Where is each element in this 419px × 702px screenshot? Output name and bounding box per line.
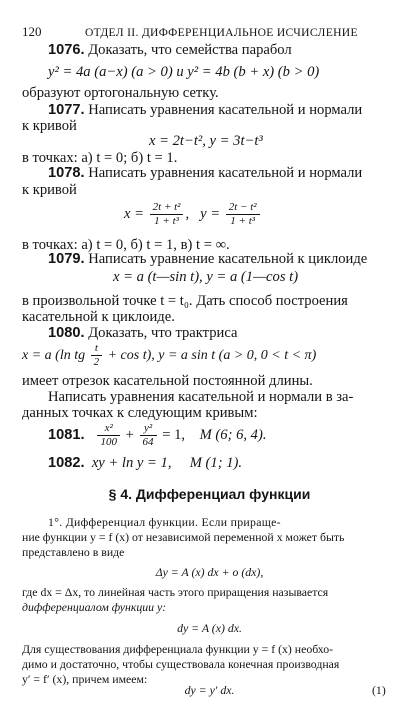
x-denominator: 1 + t³	[154, 215, 179, 228]
fraction-denominator: 64	[142, 436, 154, 449]
point-m: M (6; 6, 4).	[199, 427, 267, 443]
formula-1076: y² = 4a (a−x) (a > 0) и y² = 4b (b + x) (b > 0)	[48, 64, 320, 80]
problem-1076	[48, 41, 292, 59]
section-para1-line3: представлено в виде	[22, 545, 125, 559]
section-para2-line2: дифференциалом функции y:	[22, 600, 167, 614]
equation-rhs: = 1,	[162, 427, 186, 443]
formula-1078	[124, 199, 262, 229]
problem-1078-line2: к кривой	[22, 182, 77, 198]
fraction-denominator: 2	[93, 356, 100, 369]
problem-text: Доказать, что трактриса	[88, 325, 238, 341]
section-title: § 4. Дифференциал функции	[108, 486, 311, 502]
problem-text: Написать уравнения касательной и нормали	[88, 165, 363, 181]
formula-1082: xy + ln y = 1,	[91, 455, 172, 471]
problem-number: 1078.	[48, 165, 85, 181]
problem-number: 1080.	[48, 325, 85, 341]
x-lhs: x =	[124, 206, 144, 222]
exercise-intro-line1: Написать уравнения касательной и нормали в за-	[48, 389, 354, 405]
section-para2-line1: где dx = Δx, то линейная часть этого приращения называется	[22, 585, 329, 599]
exercise-intro-line2: данных точках к следующим кривым:	[22, 405, 258, 421]
problem-1077-line2: к кривой	[22, 118, 77, 134]
problem-1077	[48, 101, 362, 119]
problem-number: 1079.	[48, 251, 85, 267]
problem-1082	[48, 454, 242, 472]
problem-1078-points: в точках: а) t = 0, б) t = 1, в) t = ∞.	[22, 237, 230, 253]
problem-number: 1081.	[48, 427, 85, 443]
x-squared-fraction	[97, 422, 120, 449]
formula-separator: ,	[185, 206, 190, 222]
problem-1080	[48, 324, 237, 342]
y-denominator: 1 + t³	[230, 215, 256, 228]
y-numerator: 2t − t²	[226, 201, 260, 215]
problem-text: Написать уравнения касательной и нормали	[88, 102, 363, 118]
plus-sign: +	[125, 427, 134, 443]
formula-end: + cos t), y = a sin t (a > 0, 0 < t < π)	[107, 348, 317, 363]
fraction-numerator: x²	[97, 422, 120, 436]
problem-1078	[48, 164, 362, 182]
problem-1077-points: в точках: а) t = 0; б) t = 1.	[22, 150, 178, 166]
section-para3-line1: Для существования дифференциала функции y = f (x) необхо-	[22, 642, 334, 656]
y-fraction	[226, 201, 260, 228]
equation-differential: dy = A (x) dx.	[177, 621, 242, 635]
formula-1080	[22, 341, 316, 371]
formula-1079: x = a (t—sin t), y = a (1—cos t)	[113, 269, 299, 285]
equation-dy: dy = y′ dx.	[184, 683, 235, 697]
section-para1-line1: 1°. Дифференциал функции. Если прираще-	[48, 515, 281, 529]
problem-text: Написать уравнение касательной к циклоиде	[88, 251, 368, 267]
y-squared-fraction	[140, 422, 157, 449]
problem-text: Доказать, что семейства парабол	[88, 42, 292, 58]
fraction-numerator: t	[91, 342, 103, 356]
half-t-fraction	[91, 342, 103, 369]
problem-1079	[48, 250, 367, 268]
section-para3-line3: y′ = f′ (x), причем имеем:	[22, 672, 148, 686]
x-numerator: 2t + t²	[150, 201, 184, 215]
problem-number: 1082.	[48, 455, 85, 471]
fraction-denominator: 100	[100, 436, 117, 449]
x-fraction	[150, 201, 184, 228]
problem-number: 1077.	[48, 102, 85, 118]
fraction-numerator: y²	[140, 422, 157, 436]
running-title: ОТДЕЛ II. ДИФФЕРЕНЦИАЛЬНОЕ ИСЧИСЛЕНИЕ	[85, 26, 358, 39]
formula-start: x = a (ln tg	[22, 348, 86, 363]
problem-1080-tail: имеет отрезок касательной постоянной длины.	[22, 373, 313, 389]
problem-1076-tail: образуют ортогональную сетку.	[22, 85, 219, 101]
problem-number: 1076.	[48, 42, 85, 58]
page-number: 120	[22, 24, 42, 39]
point-m: M (1; 1).	[189, 455, 243, 471]
y-lhs: y =	[200, 206, 221, 222]
problem-1079-line4: касательной к циклоиде.	[22, 309, 175, 325]
formula-1077: x = 2t−t², y = 3t−t³	[149, 133, 263, 149]
equation-increment: Δy = A (x) dx + o (dx),	[155, 565, 264, 579]
equation-number: (1)	[372, 683, 386, 697]
problem-1079-line3: в произвольной точке t = t₀. Дать способ построения	[22, 293, 348, 309]
section-para1-line2: ние функции y = f (x) от независимой переменной x может быть	[22, 530, 345, 544]
problem-1081	[48, 420, 266, 450]
section-para3-line2: димо и достаточно, чтобы существовала конечная производная	[22, 657, 340, 671]
